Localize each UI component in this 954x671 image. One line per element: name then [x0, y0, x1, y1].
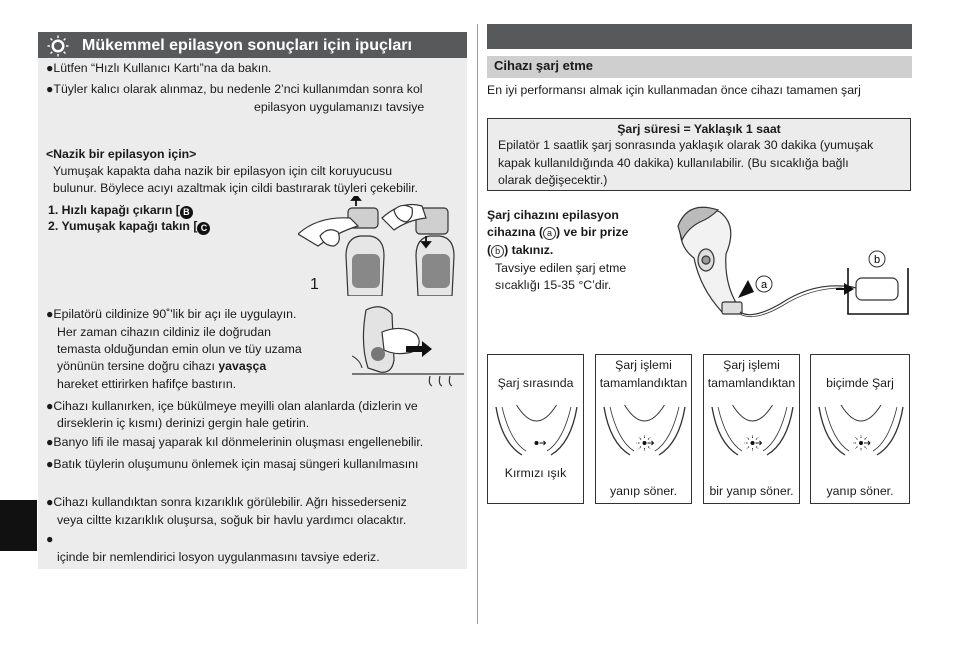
step-1-text: 1. Hızlı kapağı çıkarın [: [48, 203, 180, 217]
led-icon: [488, 403, 585, 461]
redness-line1: ●Cihazı kullandıktan sonra kızarıklık görülebilir. Ağrı hissederseniz: [46, 495, 407, 509]
charger-illustration: [660, 198, 912, 340]
marker-b-label: b: [873, 254, 881, 266]
badge-b: B: [180, 206, 193, 219]
angle-line5: hareket ettirirken hafifçe bastırın.: [57, 377, 237, 391]
indicator-mid: tamamlandıktan: [707, 376, 796, 390]
indicator-top: Şarj işlemi: [615, 358, 672, 372]
side-tab: [0, 500, 37, 551]
plug-line3-pre: (: [487, 243, 492, 257]
badge-c: C: [197, 222, 210, 235]
plug-line2-post: ) ve bir prize: [556, 225, 629, 239]
step-2: [48, 218, 210, 235]
temp-line2: sıcaklığı 15-35 °C’dir.: [495, 278, 612, 292]
arrow-icon: [738, 280, 754, 298]
plug-line3-post: ) takınız.: [504, 243, 554, 257]
charge-time-line1: Epilatör 1 saatlik şarj sonrasında yaklaşık olarak 30 dakika (yumuşak: [498, 138, 874, 152]
led-icon: [596, 403, 693, 461]
marker-a-inline: a: [543, 227, 556, 240]
lotion-bullet: ●: [46, 532, 54, 546]
indicator-top: Şarj işlemi: [723, 358, 780, 372]
lotion-line2: içinde bir nemlendirici losyon uygulanmasını tavsiye ederiz.: [57, 550, 380, 564]
plug-line2-pre: cihazına (: [487, 225, 544, 239]
skin-line1: ●Cihazı kullanırken, içe bükülmeye meyilli olan alanlarda (dizlerin ve: [46, 399, 418, 413]
charging-title: Cihazı şarj etme: [494, 58, 593, 73]
charging-intro: En iyi performansı almak için kullanmadan önce cihazı tamamen şarj: [487, 83, 861, 97]
angle-line3: temasta olduğundan emin olun ve tüy uzama: [57, 342, 302, 356]
marker-b-inline: b: [491, 245, 504, 258]
charge-time-title: Şarj süresi = Yaklaşık 1 saat: [617, 122, 781, 136]
permanent-bullet-line1: ●Tüyler kalıcı olarak alınmaz, bu nedenle 2’nci kullanımdan sonra kol: [46, 82, 423, 96]
led-icon: [704, 403, 801, 461]
gentle-heading: <Nazik bir epilasyon için>: [46, 147, 197, 161]
figure-number: 1: [310, 276, 319, 293]
led-icon: [811, 403, 911, 461]
plug-line2: [487, 224, 628, 241]
angle-line4-bold: yavaşça: [218, 359, 267, 373]
indicator-bottom: yanıp söner.: [610, 484, 677, 498]
right-header-bar: [487, 24, 912, 49]
angle-line4-text: yönünün tersine doğru cihazı: [57, 359, 219, 373]
marker-a-label: a: [760, 279, 768, 291]
tip-icon: [47, 35, 69, 57]
charge-time-line2: kapak kullanıldığında 40 dakika) kullanılabilir. (Bu sıcaklığa bağlı: [498, 156, 849, 170]
temp-line1: Tavsiye edilen şarj etme: [495, 261, 627, 275]
indicator-box: [810, 354, 910, 504]
indicator-box: [487, 354, 584, 504]
column-divider: [477, 24, 478, 624]
indicator-mid: biçimde Şarj: [826, 376, 894, 390]
charge-time-line3: olarak değişecektir.): [498, 173, 608, 187]
bath-bullet: ●Banyo lifi ile masaj yaparak kıl dönmelerinin oluşması engellenebilir.: [46, 435, 424, 449]
angle-line1: ●Epilatörü cildinize 90˚'lik bir açı ile uygulayın.: [46, 307, 297, 321]
indicator-bottom: bir yanıp söner.: [709, 484, 794, 498]
step-2-text: 2. Yumuşak kapağı takın [: [48, 219, 198, 233]
plug-line1: Şarj cihazını epilasyon: [487, 208, 619, 222]
angle-line2: Her zaman cihazın cildiniz ile doğrudan: [57, 325, 271, 339]
cap-change-illustration: [298, 196, 460, 296]
redness-line2: veya ciltte kızarıklık oluşursa, soğuk bir havlu yardımcı olacaktır.: [57, 513, 407, 527]
angle-illustration: [352, 304, 464, 390]
quick-card-bullet: ●Lütfen “Hızlı Kullanıcı Kartı”na da bakın.: [46, 61, 272, 75]
gentle-line2: bulunur. Böylece acıyı azaltmak için cildi bastırarak tüyleri çekebilir.: [53, 181, 418, 195]
ingrown-bullet: ●Batık tüylerin oluşumunu önlemek için masaj süngeri kullanılmasını: [46, 457, 419, 471]
plug-line3: [487, 242, 553, 259]
indicator-bottom: Kırmızı ışık: [504, 466, 567, 480]
skin-line2: dirseklerin iç kısmı) derinizi gergin hale getirin.: [57, 416, 310, 430]
indicator-box: [703, 354, 800, 504]
gentle-line1: Yumuşak kapakta daha nazik bir epilasyon için cilt koruyucusu: [53, 164, 393, 178]
indicator-box: [595, 354, 692, 504]
indicator-bottom: yanıp söner.: [826, 484, 894, 498]
indicator-mid: tamamlandıktan: [599, 376, 688, 390]
angle-line4: [57, 358, 266, 375]
tips-title: Mükemmel epilasyon sonuçları için ipuçları: [82, 37, 412, 54]
step-1: [48, 202, 193, 219]
indicator-mid: Şarj sırasında: [497, 376, 574, 390]
permanent-bullet-line2: epilasyon uygulamanızı tavsiye: [254, 100, 425, 114]
